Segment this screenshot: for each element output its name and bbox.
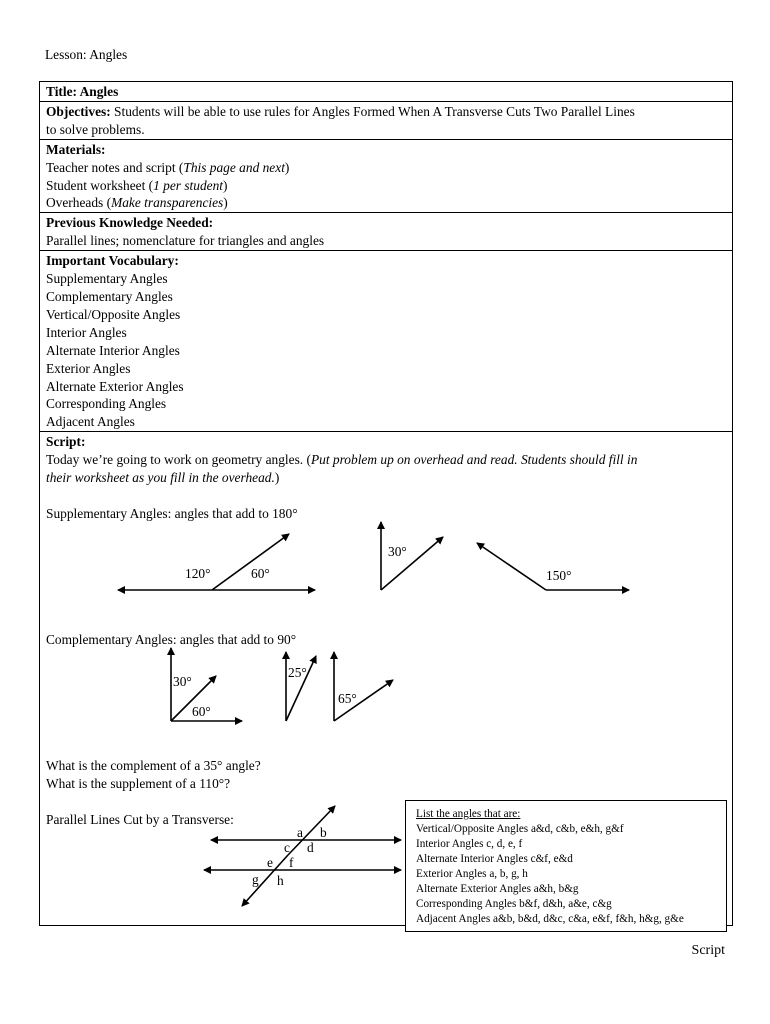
label-30-comp: 30°: [173, 674, 192, 689]
question-supplement: What is the supplement of a 110°?: [46, 776, 231, 792]
angle-list-item: Adjacent Angles a&b, b&d, d&c, c&a, e&f, f&h, h&g, g&e: [416, 913, 684, 925]
supplementary-diagram-1: [118, 534, 315, 590]
materials-label: Materials:: [46, 141, 106, 157]
complementary-definition: Complementary Angles: angles that add to 90°: [46, 632, 297, 648]
script-intro-line-1: Today we’re going to work on geometry angles. (Put problem up on overhead and read. Students should fill in: [46, 452, 638, 468]
angle-list-item: Vertical/Opposite Angles a&d, c&b, e&h, g&f: [416, 823, 624, 835]
angle-b: b: [320, 825, 327, 840]
knowledge-label: Previous Knowledge Needed:: [46, 215, 214, 231]
material-item: Overheads (Make transparencies): [46, 195, 228, 211]
angle-a: a: [297, 825, 303, 840]
ray-diagonal: [477, 543, 546, 590]
material-item: Student worksheet (1 per student): [46, 177, 228, 193]
angle-list-item: Corresponding Angles b&f, d&h, a&e, c&g: [416, 898, 612, 910]
page-footer-label: Script: [691, 943, 725, 958]
vocabulary-label: Important Vocabulary:: [46, 253, 179, 269]
parallel-lines-diagram: [204, 806, 401, 906]
angle-list-heading: List the angles that are:: [416, 808, 521, 820]
angle-h: h: [277, 873, 284, 888]
vocab-item: Alternate Interior Angles: [46, 342, 180, 358]
vocab-item: Complementary Angles: [46, 288, 173, 304]
vocab-item: Corresponding Angles: [46, 396, 167, 412]
script-intro-line-2: their worksheet as you fill in the overhead.): [46, 470, 280, 486]
complementary-diagram-3: [334, 652, 393, 721]
question-complement: What is the complement of a 35° angle?: [46, 758, 261, 774]
script-label: Script:: [46, 434, 86, 450]
angle-list-box: [405, 800, 727, 932]
objectives-label: Objectives:: [46, 103, 111, 119]
material-item: Teacher notes and script (This page and next): [46, 159, 290, 175]
parallel-lines-heading: Parallel Lines Cut by a Transverse:: [46, 812, 234, 828]
vocab-item: Vertical/Opposite Angles: [46, 306, 181, 322]
complementary-diagram-2: [286, 652, 316, 721]
supplementary-definition: Supplementary Angles: angles that add to 180°: [46, 506, 298, 522]
label-60: 60°: [251, 566, 270, 581]
lesson-heading: Lesson: Angles: [45, 47, 128, 62]
label-30: 30°: [388, 544, 407, 559]
label-120: 120°: [185, 566, 211, 581]
angle-f: f: [289, 855, 294, 870]
angle-g: g: [252, 872, 259, 887]
angle-d: d: [307, 840, 314, 855]
knowledge-text: Parallel lines; nomenclature for triangles and angles: [46, 233, 325, 249]
label-25: 25°: [288, 665, 307, 680]
vocab-item: Exterior Angles: [46, 360, 131, 376]
vocab-item: Interior Angles: [46, 324, 127, 340]
vocab-item: Supplementary Angles: [46, 271, 168, 287]
objectives-text-2: to solve problems.: [46, 121, 145, 137]
vocab-item: Adjacent Angles: [46, 414, 135, 430]
angle-c: c: [284, 840, 290, 855]
ray-diagonal: [212, 534, 289, 590]
vocab-item: Alternate Exterior Angles: [46, 378, 184, 394]
label-65: 65°: [338, 691, 357, 706]
angle-list-item: Interior Angles c, d, e, f: [416, 838, 523, 850]
angle-e: e: [267, 855, 273, 870]
label-60-comp: 60°: [192, 704, 211, 719]
title-row: Title: Angles: [40, 82, 732, 102]
angle-list-item: Alternate Exterior Angles a&h, b&g: [416, 883, 579, 895]
angle-list-item: Alternate Interior Angles c&f, e&d: [416, 853, 573, 865]
objectives-text-1: Students will be able to use rules for Angles Formed When A Transverse Cuts Two Parallel Lines: [110, 103, 635, 119]
angle-list-item: Exterior Angles a, b, g, h: [416, 868, 528, 880]
label-150: 150°: [546, 568, 572, 583]
